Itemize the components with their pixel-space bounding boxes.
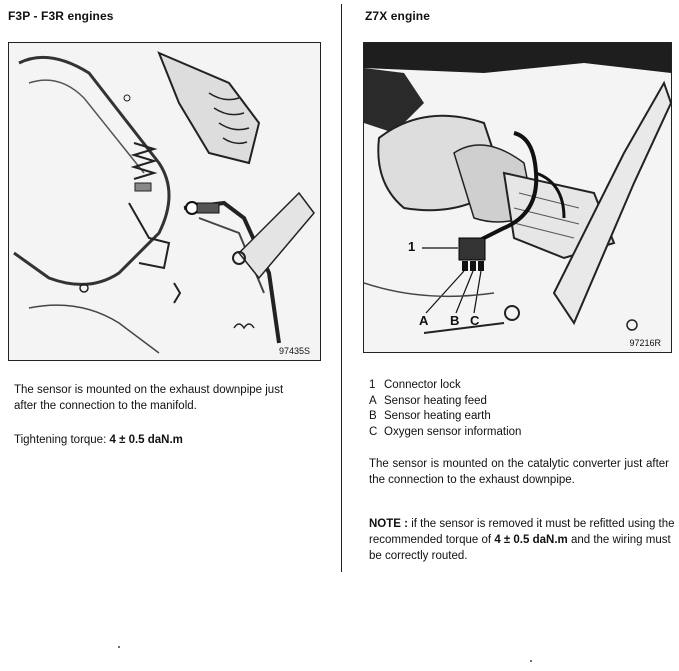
note-text-2: and the wiring must be correctly routed. [369, 534, 671, 562]
z7x-engine-drawing [364, 43, 671, 352]
scan-speck [530, 660, 532, 662]
callout-c: C [470, 313, 480, 328]
legend-item [369, 378, 521, 394]
left-torque-label: Tightening torque: [14, 434, 107, 446]
callout-a: A [419, 313, 429, 328]
legend-key: A [369, 394, 377, 407]
left-torque [14, 432, 314, 448]
note-label: NOTE : [369, 518, 408, 530]
legend-item [369, 394, 521, 410]
right-note [369, 516, 675, 564]
callout-1: 1 [408, 239, 416, 254]
legend-text: Sensor heating earth [384, 410, 491, 422]
scan-speck [118, 646, 120, 648]
left-heading: F3P - F3R engines [8, 9, 114, 23]
column-divider [341, 4, 342, 572]
f3p-engine-drawing [9, 43, 320, 360]
legend-item [369, 425, 521, 441]
note-torque: 4 ± 0.5 daN.m [494, 534, 568, 546]
legend-key: B [369, 410, 377, 422]
legend-text: Sensor heating feed [384, 394, 487, 407]
left-engine-figure [8, 42, 321, 361]
legend-key: 1 [369, 379, 376, 391]
legend-text: Oxygen sensor information [384, 425, 522, 438]
right-description: The sensor is mounted on the catalytic converter just after the connection to the exhaust downpipe. [369, 458, 669, 486]
right-heading: Z7X engine [365, 9, 431, 23]
right-legend [369, 378, 521, 440]
right-engine-figure [363, 42, 672, 353]
left-torque-value: 4 ± 0.5 daN.m [109, 434, 183, 446]
left-description: The sensor is mounted on the exhaust downpipe just after the connection to the manifold. [14, 384, 284, 412]
right-figure-ref: 97216R [629, 338, 661, 348]
legend-key: C [369, 425, 378, 438]
legend-text: Connector lock [384, 379, 461, 391]
note-text-1: if the sensor is removed it must be refitted using the recommended torque of [369, 518, 675, 546]
left-figure-ref: 97435S [278, 346, 310, 356]
callout-b: B [450, 313, 460, 328]
legend-item [369, 409, 521, 425]
